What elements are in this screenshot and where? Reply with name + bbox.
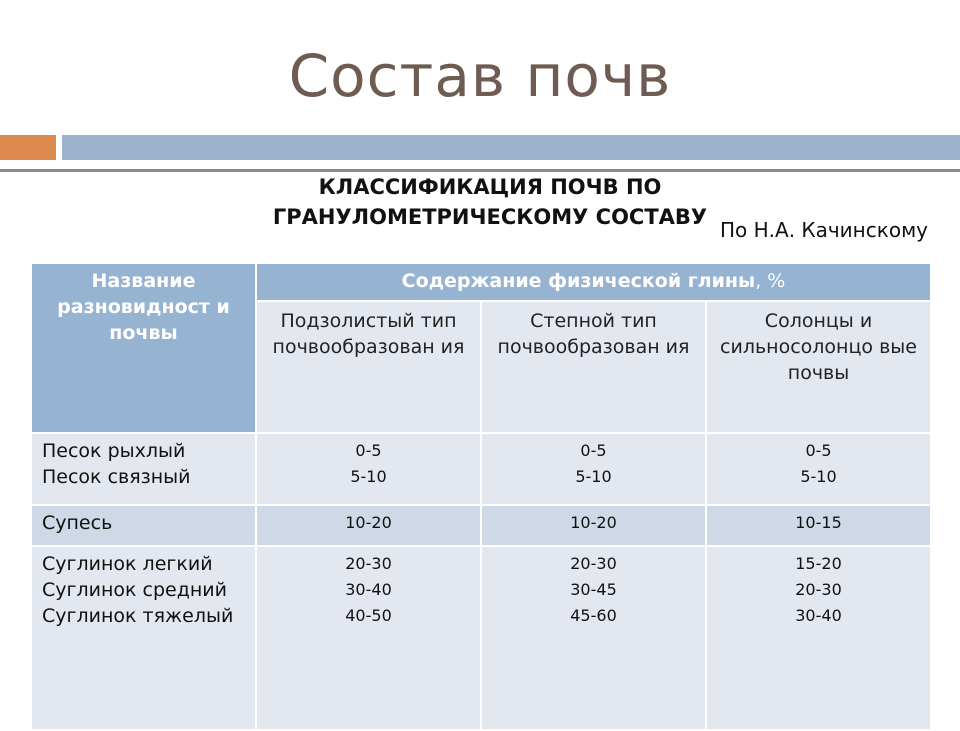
soil-name: Суглинок легкий [42, 553, 213, 575]
clay-value: 5-10 [350, 467, 387, 486]
clay-value: 30-45 [570, 580, 617, 599]
soil-classification-table [30, 262, 932, 731]
header-clay-content-label: Содержание физической глины [401, 270, 756, 292]
accent-bar-orange [0, 135, 56, 160]
clay-value: 10-20 [570, 513, 617, 532]
author-credit: По Н.А. Качинскому [719, 218, 928, 242]
row-soil-names [31, 433, 256, 505]
table-row [31, 433, 931, 505]
cell-podzolic [256, 505, 481, 546]
cell-solonetz [706, 546, 931, 730]
row-soil-names [31, 546, 256, 730]
clay-value: 20-30 [570, 554, 617, 573]
header-clay-content [256, 263, 931, 301]
cell-steppe [481, 505, 706, 546]
clay-value: 10-15 [795, 513, 842, 532]
clay-value: 0-5 [355, 441, 382, 460]
cell-podzolic [256, 546, 481, 730]
header-variety-name: Название разновидност и почвы [31, 263, 256, 433]
clay-value: 30-40 [795, 606, 842, 625]
soil-name: Супесь [42, 512, 113, 534]
cell-solonetz [706, 433, 931, 505]
soil-name: Песок связный [42, 466, 191, 488]
table-row [31, 546, 931, 730]
table-row [31, 505, 931, 546]
column-header-steppe: Степной тип почвообразован ия [481, 301, 706, 433]
clay-value: 0-5 [580, 441, 607, 460]
clay-value: 40-50 [345, 606, 392, 625]
accent-bar-blue [62, 135, 960, 160]
column-header-solonetz: Солонцы и сильносолонцо вые почвы [706, 301, 931, 433]
clay-value: 10-20 [345, 513, 392, 532]
clay-value: 5-10 [800, 467, 837, 486]
cell-steppe [481, 546, 706, 730]
clay-value: 45-60 [570, 606, 617, 625]
clay-value: 5-10 [575, 467, 612, 486]
slide-title: Состав почв [288, 42, 672, 110]
cell-steppe [481, 433, 706, 505]
clay-value: 15-20 [795, 554, 842, 573]
column-header-podzolic: Подзолистый тип почвообразован ия [256, 301, 481, 433]
header-clay-content-unit: , % [755, 270, 786, 292]
clay-value: 0-5 [805, 441, 832, 460]
soil-name: Суглинок средний [42, 579, 227, 601]
soil-name: Песок рыхлый [42, 440, 186, 462]
clay-value: 30-40 [345, 580, 392, 599]
cell-solonetz [706, 505, 931, 546]
cell-podzolic [256, 433, 481, 505]
clay-value: 20-30 [345, 554, 392, 573]
clay-value: 20-30 [795, 580, 842, 599]
row-soil-names [31, 505, 256, 546]
soil-name: Суглинок тяжелый [42, 605, 234, 627]
table-subtitle: КЛАССИФИКАЦИЯ ПОЧВ ПО ГРАНУЛОМЕТРИЧЕСКОМУ СОСТАВУ [272, 175, 708, 229]
